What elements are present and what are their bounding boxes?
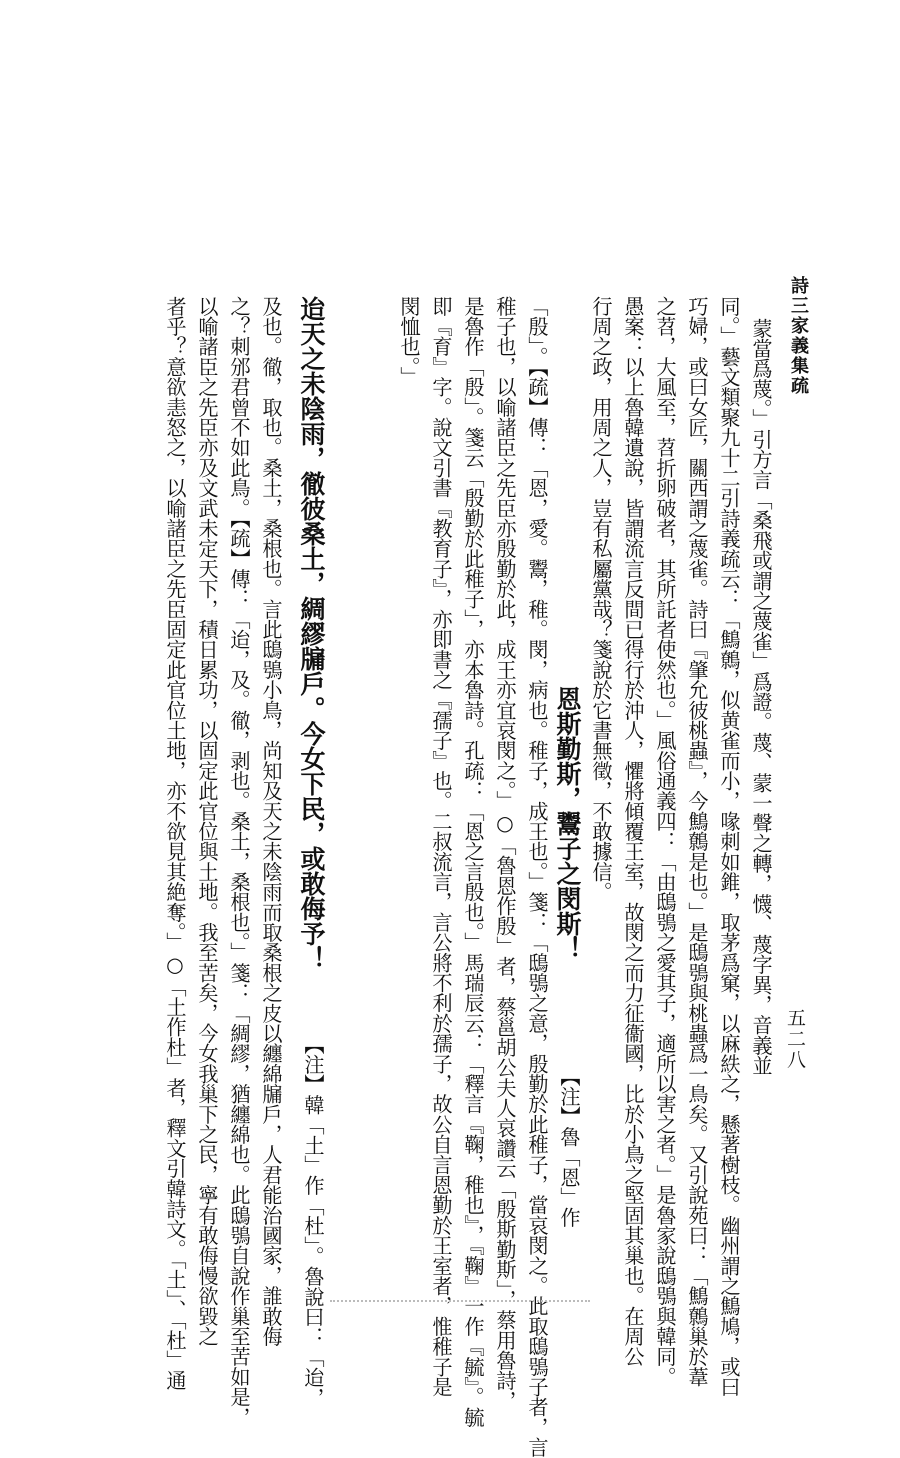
page-number: 五二八 (784, 1008, 806, 1071)
commentary-line: 是魯作「殷」。箋云「殷勤於此稚子」，亦本魯詩。孔疏：「恩之言殷也。」馬瑞辰云：「釋言『鞠，稚也』，『鞠』一作『毓』。毓 (461, 296, 485, 1428)
commentary-line: 蒙當爲蔑。」引方言「桑飛或謂之蔑雀」爲證。蔑、蒙一聲之轉，懱、蔑字異，音義並 (749, 318, 773, 1076)
verse-line: 恩斯勤斯，鬻子之閔斯！ (553, 686, 582, 961)
commentary-line: 「殷」。【疏】傳：「恩，愛。鬻，稚。閔，病也。稚子，成王也。」箋：「鴟鴞之意，殷勤於此稚子，當哀閔之。此取鴟鴞子者，言 (525, 296, 549, 1458)
scan-artifact-dots (330, 1300, 590, 1308)
commentary-line: 者乎？意欲恚怒之，以喻諸臣之先臣固定此官位土地，亦不欲見其絶奪。」○「土作杜」者，釋文引韓詩文。「土」、「杜」通 (163, 296, 187, 1391)
commentary-line: 及也。徹，取也。桑土，桑根也。言此鴟鴞小鳥，尚知及天之未陰雨而取桑根之皮以纏綿牖戶，人君能治國家，誰敢侮 (259, 296, 283, 1347)
commentary-line: 稚子也，以喻諸臣之先臣亦殷勤於此，成王亦宜哀閔之。」○「魯恩作殷」者，蔡邕胡公夫人哀讚云「殷斯勤斯」，蔡用魯詩， (493, 296, 517, 1411)
running-title: 詩三家義集疏 (788, 276, 809, 396)
commentary-line: 之苕，大風至，苕折卵破者，其所託者使然也。」風俗通義四：「由鴟鴞之愛其子，適所以害之者。」是魯家說鴟鴞與韓同。 (653, 296, 677, 1387)
commentary-line: 【注】魯「恩」作 (557, 1066, 581, 1228)
commentary-line: 巧婦，或曰女匠，關西謂之蔑雀。詩曰『肇允彼桃蟲』，今鷦鷯是也。」是鴟鴞與桃蟲爲一鳥矣。又引說苑曰：「鷦鷯巢於葦 (685, 296, 709, 1387)
commentary-line: 以喻諸臣之先臣亦及文武未定天下，積日累功，以固定此官位與土地。我至苦矣，今女我巢下之民，寧有敢侮慢欲毀之 (195, 296, 219, 1347)
commentary-line: 之？刺邠君曾不如此鳥。【疏】傳：「迨，及。徹，剥也。桑土，桑根也。」箋：「綢繆，猶纏綿也。此鴟鴞自說作巢至苦如是， (227, 296, 251, 1428)
commentary-line: 同。」藝文類聚九十二引詩義疏云：「鷦鷯，似黄雀而小，喙刺如錐，取茅爲窠，以麻紩之，懸著樹枝。幽州謂之鷦鳩，或曰 (717, 296, 741, 1397)
commentary-line: 即『育』字。說文引書『教育子』，亦即書之『孺子』也。二叔流言，言公將不利於孺子，故公自言恩勤於王室者，惟稚子是 (429, 296, 453, 1397)
commentary-line: 行周之政，用周之人，豈有私屬黨哉？箋說於它書無徵，不敢據信。 (589, 296, 613, 902)
commentary-line: 閔恤也。」 (397, 296, 421, 387)
commentary-line: 【注】韓「土」作「杜」。魯說曰：「迨， (301, 1034, 325, 1408)
commentary-line: 愚案：以上魯韓遺說，皆謂流言反間已得行於沖人，懼將傾覆王室，故閔之而力征衞國，比於小鳥之堅固其巢也。在周公 (621, 296, 645, 1367)
verse-line: 迨天之未陰雨，徹彼桑土，綢繆牖戶。今女下民，或敢侮予！ (297, 296, 326, 971)
